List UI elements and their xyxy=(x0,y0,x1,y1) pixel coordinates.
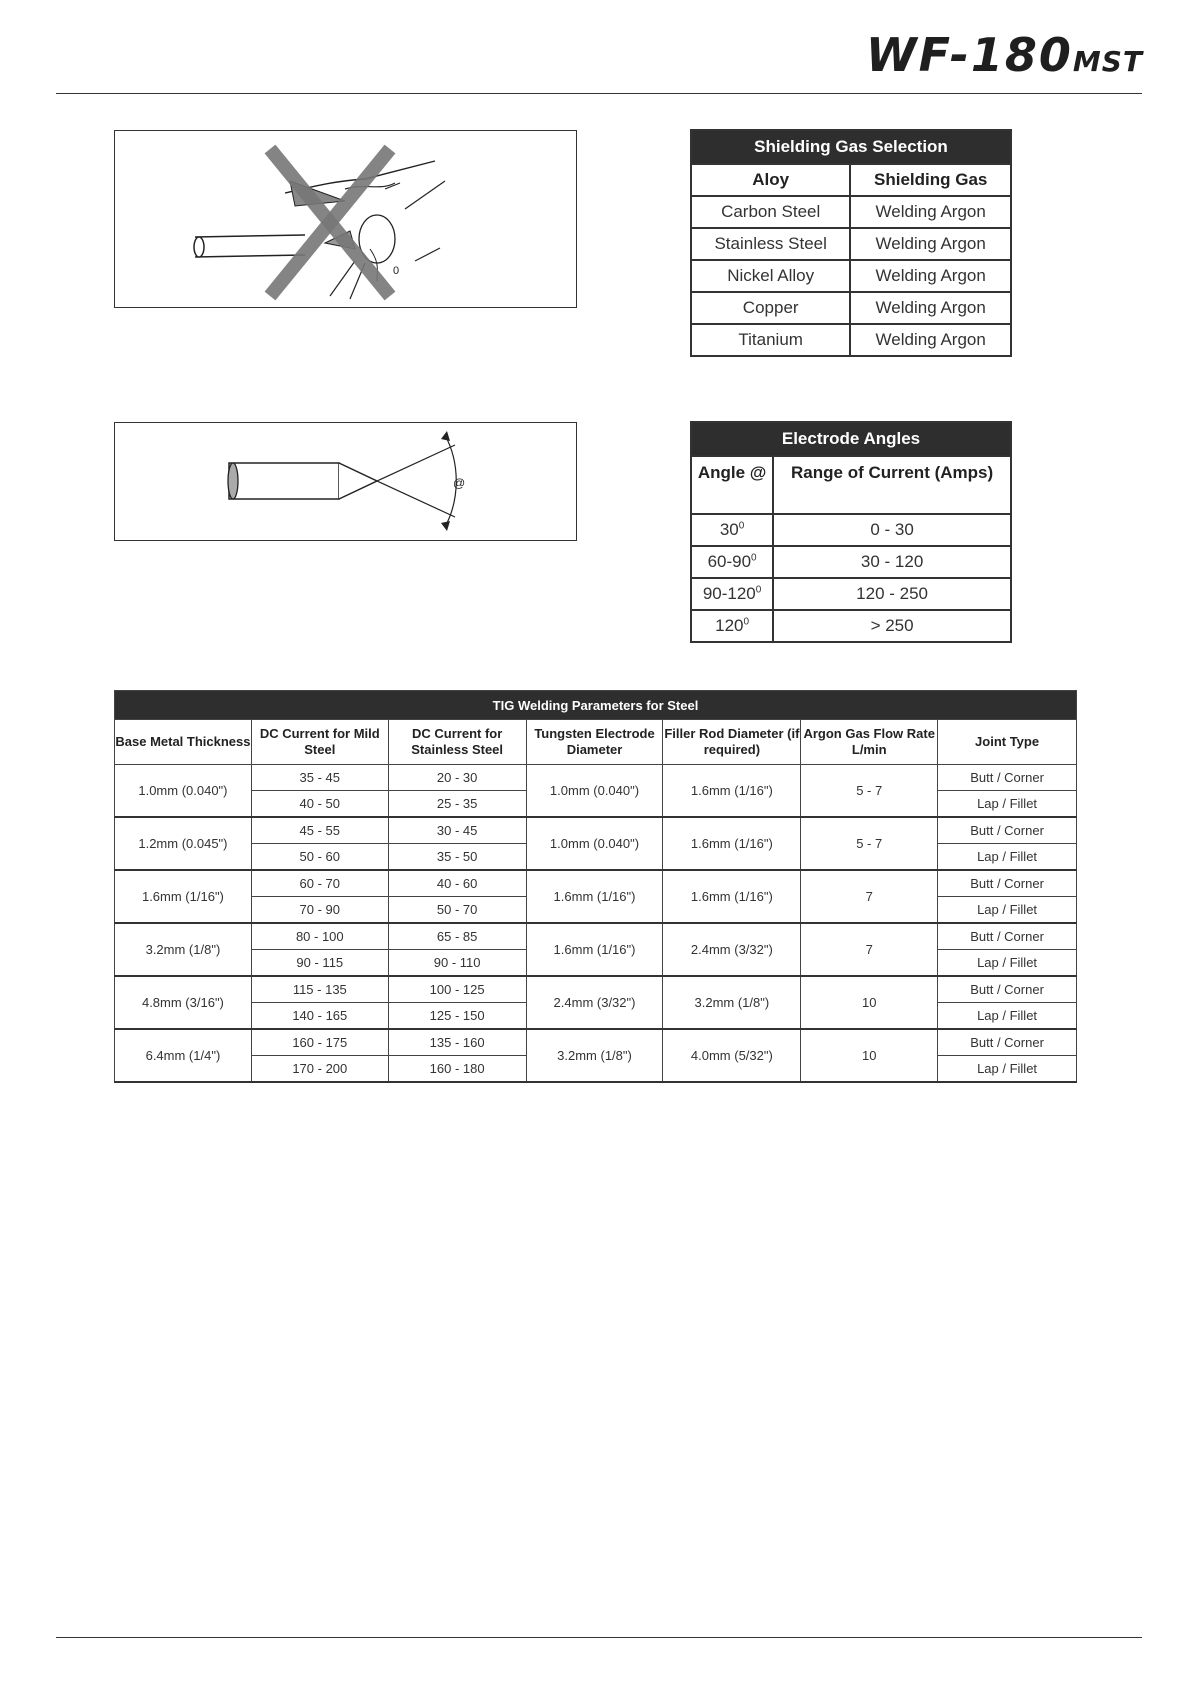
stainless-current-cell: 90 - 110 xyxy=(388,950,526,977)
mild-current-cell: 140 - 165 xyxy=(251,1003,388,1030)
current-cell: > 250 xyxy=(773,610,1011,642)
logo-suffix: MST xyxy=(1072,45,1143,78)
filler-cell: 2.4mm (3/32") xyxy=(663,923,801,976)
stainless-current-cell: 30 - 45 xyxy=(388,817,526,844)
joint-cell: Butt / Corner xyxy=(938,1029,1077,1056)
argon-cell: 7 xyxy=(801,870,938,923)
angle-cell: $30^0$ xyxy=(691,514,773,546)
argon-cell: 10 xyxy=(801,976,938,1029)
tungsten-cell: 1.6mm (1/16") xyxy=(526,870,663,923)
mild-current-cell: 160 - 175 xyxy=(251,1029,388,1056)
filler-cell: 3.2mm (1/8") xyxy=(663,976,801,1029)
argon-cell: 5 - 7 xyxy=(801,765,938,818)
filler-cell: 1.6mm (1/16") xyxy=(663,817,801,870)
stainless-current-cell: 20 - 30 xyxy=(388,765,526,791)
degree-mark: 0 xyxy=(743,616,750,628)
mild-current-cell: 40 - 50 xyxy=(251,791,388,818)
joint-cell: Butt / Corner xyxy=(938,870,1077,897)
table-row xyxy=(691,260,1011,292)
thickness-cell: 3.2mm (1/8") xyxy=(115,923,252,976)
stainless-current-cell: 100 - 125 xyxy=(388,976,526,1003)
thickness-cell: 1.6mm (1/16") xyxy=(115,870,252,923)
tungsten-cell: 1.6mm (1/16") xyxy=(526,923,663,976)
stainless-current-cell: 35 - 50 xyxy=(388,844,526,871)
column-header: Base Metal Thickness xyxy=(115,720,252,765)
degree-mark: 0 xyxy=(751,552,757,564)
figure-zero-label: 0 xyxy=(393,265,400,277)
logo-model: WF-180 xyxy=(865,28,1073,82)
thickness-cell: 6.4mm (1/4") xyxy=(115,1029,252,1082)
tig-parameters-table xyxy=(114,690,1077,1083)
table-row xyxy=(691,228,1011,260)
table-row xyxy=(691,610,1011,642)
electrode-tip-figure xyxy=(114,422,577,541)
column-header: Aloy xyxy=(691,164,850,196)
incorrect-technique-figure xyxy=(114,130,577,308)
column-header: DC Current for Stainless Steel xyxy=(388,720,526,765)
alloy-cell: Carbon Steel xyxy=(691,196,850,228)
gas-cell: Welding Argon xyxy=(850,260,1011,292)
joint-cell: Butt / Corner xyxy=(938,817,1077,844)
joint-cell: Lap / Fillet xyxy=(938,1056,1077,1083)
column-header: Shielding Gas xyxy=(850,164,1011,196)
current-cell: 0 - 30 xyxy=(773,514,1011,546)
column-header: Angle @ xyxy=(691,456,773,514)
column-header: Tungsten Electrode Diameter xyxy=(526,720,663,765)
alloy-cell: Copper xyxy=(691,292,850,324)
joint-cell: Lap / Fillet xyxy=(938,1003,1077,1030)
stainless-current-cell: 40 - 60 xyxy=(388,870,526,897)
electrode-angles-table xyxy=(690,421,1012,643)
footer-rule xyxy=(56,1637,1142,1638)
gas-cell: Welding Argon xyxy=(850,196,1011,228)
gas-cell: Welding Argon xyxy=(850,324,1011,356)
thickness-cell: 1.0mm (0.040") xyxy=(115,765,252,818)
stainless-current-cell: 135 - 160 xyxy=(388,1029,526,1056)
mild-current-cell: 170 - 200 xyxy=(251,1056,388,1083)
header-rule xyxy=(56,93,1142,94)
alloy-cell: Titanium xyxy=(691,324,850,356)
mild-current-cell: 60 - 70 xyxy=(251,870,388,897)
table-row xyxy=(115,870,1077,897)
joint-cell: Butt / Corner xyxy=(938,923,1077,950)
argon-cell: 7 xyxy=(801,923,938,976)
table-row xyxy=(691,546,1011,578)
joint-cell: Lap / Fillet xyxy=(938,791,1077,818)
angle-marker-label: @ xyxy=(453,476,466,490)
mild-current-cell: 50 - 60 xyxy=(251,844,388,871)
mild-current-cell: 35 - 45 xyxy=(251,765,388,791)
column-header: Range of Current (Amps) xyxy=(773,456,1011,514)
table-row xyxy=(691,292,1011,324)
argon-cell: 10 xyxy=(801,1029,938,1082)
joint-cell: Butt / Corner xyxy=(938,976,1077,1003)
filler-cell: 1.6mm (1/16") xyxy=(663,870,801,923)
joint-cell: Lap / Fillet xyxy=(938,844,1077,871)
shielding-gas-table xyxy=(690,129,1012,357)
electrode-angles-title: Electrode Angles xyxy=(691,422,1011,456)
brand-logo xyxy=(866,28,1143,82)
tungsten-cell: 1.0mm (0.040") xyxy=(526,817,663,870)
tungsten-cell: 1.0mm (0.040") xyxy=(526,765,663,818)
degree-mark: 0 xyxy=(738,520,745,532)
tungsten-cell: 3.2mm (1/8") xyxy=(526,1029,663,1082)
angle-cell: $60-90^0$ xyxy=(691,546,773,578)
thickness-cell: 4.8mm (3/16") xyxy=(115,976,252,1029)
stainless-current-cell: 50 - 70 xyxy=(388,897,526,924)
thickness-cell: 1.2mm (0.045") xyxy=(115,817,252,870)
argon-cell: 5 - 7 xyxy=(801,817,938,870)
mild-current-cell: 70 - 90 xyxy=(251,897,388,924)
column-header: DC Current for Mild Steel xyxy=(251,720,388,765)
angle-cell: $90-120^0$ xyxy=(691,578,773,610)
gas-cell: Welding Argon xyxy=(850,228,1011,260)
joint-cell: Lap / Fillet xyxy=(938,950,1077,977)
table-row xyxy=(115,817,1077,844)
mild-current-cell: 45 - 55 xyxy=(251,817,388,844)
current-cell: 30 - 120 xyxy=(773,546,1011,578)
filler-cell: 4.0mm (5/32") xyxy=(663,1029,801,1082)
table-row xyxy=(691,578,1011,610)
stainless-current-cell: 160 - 180 xyxy=(388,1056,526,1083)
mild-current-cell: 80 - 100 xyxy=(251,923,388,950)
table-row xyxy=(691,196,1011,228)
current-cell: 120 - 250 xyxy=(773,578,1011,610)
column-header: Filler Rod Diameter (if required) xyxy=(663,720,801,765)
tungsten-cell: 2.4mm (3/32") xyxy=(526,976,663,1029)
filler-cell: 1.6mm (1/16") xyxy=(663,765,801,818)
stainless-current-cell: 25 - 35 xyxy=(388,791,526,818)
table-row xyxy=(691,514,1011,546)
alloy-cell: Nickel Alloy xyxy=(691,260,850,292)
shielding-gas-title: Shielding Gas Selection xyxy=(691,130,1011,164)
mild-current-cell: 115 - 135 xyxy=(251,976,388,1003)
table-row xyxy=(115,1029,1077,1056)
degree-mark: 0 xyxy=(755,584,762,596)
table-row xyxy=(691,324,1011,356)
column-header: Joint Type xyxy=(938,720,1077,765)
mild-current-cell: 90 - 115 xyxy=(251,950,388,977)
joint-cell: Lap / Fillet xyxy=(938,897,1077,924)
tig-title: TIG Welding Parameters for Steel xyxy=(115,691,1077,720)
table-row xyxy=(115,923,1077,950)
table-row xyxy=(115,765,1077,791)
alloy-cell: Stainless Steel xyxy=(691,228,850,260)
gas-cell: Welding Argon xyxy=(850,292,1011,324)
stainless-current-cell: 125 - 150 xyxy=(388,1003,526,1030)
table-row xyxy=(115,976,1077,1003)
stainless-current-cell: 65 - 85 xyxy=(388,923,526,950)
joint-cell: Butt / Corner xyxy=(938,765,1077,791)
column-header: Argon Gas Flow Rate L/min xyxy=(801,720,938,765)
angle-cell: $120^0$ xyxy=(691,610,773,642)
